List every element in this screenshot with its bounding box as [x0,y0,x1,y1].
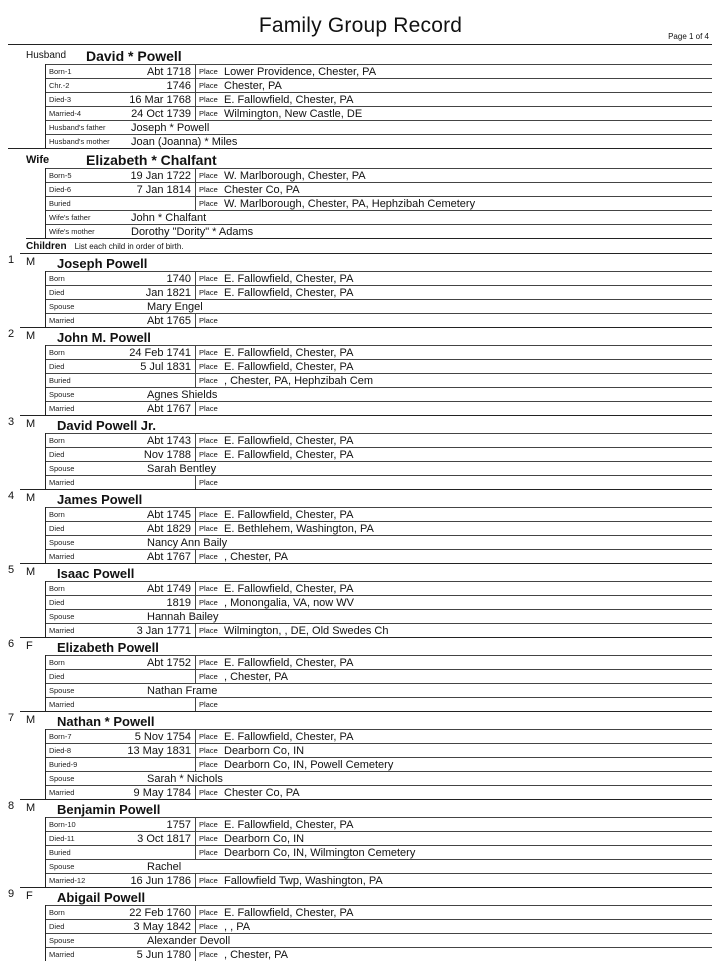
event-place: E. Fallowfield, Chester, PA [224,730,354,743]
place-label: Place [195,169,221,182]
spouse-name: Nancy Ann Baily [147,536,228,549]
event-label: Died-6 [49,185,72,194]
wife-event-row [46,182,712,196]
child-event-row [46,271,712,285]
event-label: Died [49,362,65,371]
event-date: Abt 1743 [146,434,191,447]
spouse-name: Mary Engel [147,300,203,313]
husband-name: David * Powell [86,48,182,64]
child-number: 7 [8,712,15,724]
child-event-row [46,373,712,387]
place-label: Place [195,476,221,489]
child-event-row [46,521,712,535]
event-place: E. Fallowfield, Chester, PA [224,286,354,299]
place-label: Place [195,596,221,609]
event-label: Married [49,478,75,487]
child-rows [45,345,712,415]
place-label: Place [195,846,221,859]
child-event-row [46,475,712,489]
child-name: Isaac Powell [57,566,135,581]
event-label: Married [49,316,75,325]
place-label: Place [195,818,221,831]
place-label: Place [195,93,221,106]
event-place: Chester Co, PA [224,183,300,196]
child-record [8,563,712,637]
child-number: 9 [8,888,15,900]
event-date: 3 Jan 1771 [136,624,191,637]
child-header [20,415,712,433]
place-label: Place [195,434,221,447]
place-label: Place [195,508,221,521]
husband-event-row [46,106,712,120]
child-sex: M [26,566,36,578]
place-label: Place [195,624,221,637]
child-name: Abigail Powell [57,890,146,905]
event-label: Born-7 [49,732,72,741]
child-spouse-row [46,683,712,697]
family-group-sheet [8,44,712,961]
child-rows [45,655,712,711]
wife-role-label: Wife [26,154,50,166]
event-date: Abt 1718 [146,65,191,78]
event-label: Born [49,348,65,357]
event-date: 24 Feb 1741 [129,346,191,359]
event-place: Dearborn Co, IN [224,744,305,757]
event-date: 1740 [166,272,191,285]
spouse-name: Nathan Frame [147,684,218,697]
event-place: , Chester, PA [224,670,288,683]
event-label: Spouse [49,862,75,871]
place-label: Place [195,758,221,771]
event-date: 5 Nov 1754 [134,730,191,743]
event-label: Spouse [49,464,75,473]
place-label: Place [195,107,221,120]
child-record [8,489,712,563]
child-record [8,415,712,489]
place-label: Place [195,65,221,78]
child-spouse-row [46,387,712,401]
event-label: Married [49,626,75,635]
child-name: Elizabeth Powell [57,640,159,655]
place-label: Place [195,906,221,919]
event-place: , Chester, PA [224,550,288,563]
event-label: Buried-9 [49,760,78,769]
event-place: Dearborn Co, IN, Powell Cemetery [224,758,394,771]
event-date: 3 Oct 1817 [137,832,191,845]
event-place: Wilmington, , DE, Old Swedes Ch [224,624,389,637]
event-label: Married [49,788,75,797]
event-label: Spouse [49,390,75,399]
event-label: Died-8 [49,746,72,755]
mother-name: Joan (Joanna) * Miles [131,135,238,148]
children-header [26,238,712,253]
place-label: Place [195,582,221,595]
child-event-row [46,947,712,961]
child-event-row [46,655,712,669]
child-rows [45,433,712,489]
event-place: E. Fallowfield, Chester, PA [224,508,354,521]
child-rows [45,271,712,327]
event-date: Abt 1829 [146,522,191,535]
child-header [20,799,712,817]
place-label: Place [195,360,221,373]
place-label: Place [195,346,221,359]
child-number: 2 [8,328,15,340]
child-event-row [46,873,712,887]
child-header [20,711,712,729]
child-event-row [46,549,712,563]
child-sex: M [26,492,36,504]
event-label: Spouse [49,686,75,695]
husband-event-row [46,92,712,106]
event-label: Died [49,524,65,533]
event-place: Chester, PA [224,79,282,92]
child-number: 4 [8,490,15,502]
event-place: E. Fallowfield, Chester, PA [224,434,354,447]
event-label: Spouse [49,774,75,783]
child-event-row [46,817,712,831]
child-event-row [46,623,712,637]
child-record [8,253,712,327]
place-label: Place [195,698,221,711]
child-number: 6 [8,638,15,650]
event-label: Spouse [49,302,75,311]
place-label: Place [195,744,221,757]
event-label: Born-1 [49,67,72,76]
husband-role-label: Husband [26,50,67,61]
place-label: Place [195,197,221,210]
event-place: Lower Providence, Chester, PA [224,65,377,78]
event-label: Born [49,908,65,917]
place-label: Place [195,314,221,327]
event-date: Abt 1767 [146,550,191,563]
event-date: Abt 1749 [146,582,191,595]
child-sex: M [26,256,36,268]
child-sex: M [26,802,36,814]
father-name: Joseph * Powell [131,121,210,134]
child-number: 5 [8,564,15,576]
child-sex: M [26,714,36,726]
child-event-row [46,507,712,521]
place-label: Place [195,832,221,845]
child-event-row [46,669,712,683]
father-label: Wife's father [49,213,91,222]
event-place: Chester Co, PA [224,786,300,799]
event-place: W. Marlborough, Chester, PA [224,169,366,182]
event-date: Nov 1788 [143,448,191,461]
child-rows [45,729,712,799]
event-label: Died [49,450,65,459]
place-label: Place [195,183,221,196]
event-label: Died [49,922,65,931]
event-place: W. Marlborough, Chester, PA, Hephzibah Cemetery [224,197,476,210]
event-place: E. Fallowfield, Chester, PA [224,448,354,461]
event-label: Died-11 [49,834,75,843]
place-label: Place [195,670,221,683]
child-name: James Powell [57,492,143,507]
husband-event-row [46,64,712,78]
event-label: Spouse [49,538,75,547]
wife-name: Elizabeth * Chalfant [86,152,217,168]
event-place: Dearborn Co, IN, Wilmington Cemetery [224,846,416,859]
event-date: 3 May 1842 [133,920,191,933]
children-list [8,253,712,961]
event-date: 1757 [166,818,191,831]
child-rows [45,817,712,887]
child-event-row [46,757,712,771]
child-name: David Powell Jr. [57,418,156,433]
event-date: 5 Jul 1831 [140,360,191,373]
wife-section [8,148,712,238]
event-date: 16 Mar 1768 [129,93,191,106]
event-date: 19 Jan 1722 [130,169,191,182]
child-spouse-row [46,933,712,947]
event-place: , Chester, PA [224,948,288,961]
event-date: 16 Jun 1786 [130,874,191,887]
event-label: Died [49,672,65,681]
child-number: 8 [8,800,15,812]
event-label: Died [49,598,65,607]
event-label: Buried [49,376,71,385]
place-label: Place [195,730,221,743]
child-event-row [46,845,712,859]
child-event-row [46,831,712,845]
event-place: E. Fallowfield, Chester, PA [224,272,354,285]
event-place: E. Fallowfield, Chester, PA [224,360,354,373]
child-sex: F [26,890,33,902]
place-label: Place [195,550,221,563]
event-label: Spouse [49,936,75,945]
spouse-name: Hannah Bailey [147,610,219,623]
spouse-name: Sarah * Nichols [147,772,223,785]
father-name: John * Chalfant [131,211,207,224]
child-sex: F [26,640,33,652]
child-name: John M. Powell [57,330,151,345]
child-header [20,563,712,581]
child-event-row [46,581,712,595]
child-rows [45,581,712,637]
mother-label: Wife's mother [49,227,95,236]
event-date: 5 Jun 1780 [136,948,191,961]
page-number: Page 1 of 4 [668,32,709,41]
child-name: Nathan * Powell [57,714,155,729]
spouse-name: Alexander Devoll [147,934,231,947]
child-spouse-row [46,535,712,549]
child-header [20,887,712,905]
husband-event-row [46,78,712,92]
child-spouse-row [46,461,712,475]
child-event-row [46,447,712,461]
event-label: Born-10 [49,820,76,829]
husband-father-row [46,120,712,134]
event-place: Wilmington, New Castle, DE [224,107,363,120]
event-place: E. Bethlehem, Washington, PA [224,522,374,535]
child-record [8,637,712,711]
child-event-row [46,345,712,359]
event-label: Married [49,552,75,561]
child-sex: M [26,330,36,342]
event-label: Born [49,510,65,519]
event-place: E. Fallowfield, Chester, PA [224,582,354,595]
place-label: Place [195,920,221,933]
event-label: Born-5 [49,171,72,180]
child-header [20,253,712,271]
event-date: Abt 1745 [146,508,191,521]
child-event-row [46,785,712,799]
event-label: Married [49,404,75,413]
event-place: Dearborn Co, IN [224,832,305,845]
father-label: Husband's father [49,123,106,132]
event-label: Married [49,950,75,959]
mother-label: Husband's mother [49,137,110,146]
event-place: , , PA [224,920,251,933]
child-event-row [46,905,712,919]
event-label: Died [49,288,65,297]
event-label: Born [49,584,65,593]
child-event-row [46,433,712,447]
event-label: Died-3 [49,95,72,104]
event-date: Abt 1767 [146,402,191,415]
children-title: Children [26,240,67,252]
wife-event-row [46,196,712,210]
child-spouse-row [46,859,712,873]
event-label: Born [49,274,65,283]
child-header [20,327,712,345]
husband-mother-row [46,134,712,148]
wife-father-row [46,210,712,224]
place-label: Place [195,402,221,415]
place-label: Place [195,656,221,669]
child-event-row [46,359,712,373]
child-number: 3 [8,416,15,428]
child-number: 1 [8,254,15,266]
child-event-row [46,313,712,327]
event-label: Married-12 [49,876,86,885]
mother-name: Dorothy "Dority" * Adams [131,225,254,238]
children-note: List each child in order of birth. [74,241,184,251]
event-place: E. Fallowfield, Chester, PA [224,906,354,919]
event-label: Spouse [49,612,75,621]
event-date: 13 May 1831 [127,744,191,757]
event-label: Buried [49,199,71,208]
place-label: Place [195,874,221,887]
event-label: Born [49,436,65,445]
event-place: E. Fallowfield, Chester, PA [224,346,354,359]
child-record [8,327,712,415]
child-spouse-row [46,299,712,313]
child-spouse-row [46,609,712,623]
spouse-name: Rachel [147,860,182,873]
event-place: , Chester, PA, Hephzibah Cem [224,374,373,387]
husband-section [8,44,712,148]
place-label: Place [195,374,221,387]
event-date: 1819 [166,596,191,609]
child-record [8,887,712,961]
event-label: Chr.-2 [49,81,70,90]
child-name: Joseph Powell [57,256,148,271]
wife-mother-row [46,224,712,238]
child-rows [45,905,712,961]
event-place: , Monongalia, VA, now WV [224,596,355,609]
place-label: Place [195,79,221,92]
wife-event-row [46,168,712,182]
place-label: Place [195,272,221,285]
child-event-row [46,697,712,711]
child-sex: M [26,418,36,430]
child-event-row [46,729,712,743]
child-rows [45,507,712,563]
page-title: Family Group Record [258,14,463,37]
event-label: Married [49,700,75,709]
child-spouse-row [46,771,712,785]
child-header [20,637,712,655]
event-place: E. Fallowfield, Chester, PA [224,818,354,831]
event-date: 22 Feb 1760 [129,906,191,919]
event-date: 9 May 1784 [133,786,191,799]
child-record [8,799,712,887]
event-place: E. Fallowfield, Chester, PA [224,656,354,669]
event-date: Abt 1752 [146,656,191,669]
event-date: 1746 [166,79,191,92]
event-label: Born [49,658,65,667]
event-date: Abt 1765 [146,314,191,327]
spouse-name: Sarah Bentley [147,462,217,475]
child-event-row [46,743,712,757]
event-place: Fallowfield Twp, Washington, PA [224,874,383,887]
place-label: Place [195,948,221,961]
event-place: E. Fallowfield, Chester, PA [224,93,354,106]
spouse-name: Agnes Shields [147,388,218,401]
child-event-row [46,919,712,933]
event-label: Married-4 [49,109,82,118]
place-label: Place [195,786,221,799]
child-header [20,489,712,507]
event-date: 24 Oct 1739 [131,107,191,120]
event-label: Buried [49,848,71,857]
event-date: Jan 1821 [145,286,191,299]
child-event-row [46,401,712,415]
child-event-row [46,285,712,299]
child-name: Benjamin Powell [57,802,161,817]
event-date: 7 Jan 1814 [136,183,191,196]
place-label: Place [195,286,221,299]
place-label: Place [195,522,221,535]
child-event-row [46,595,712,609]
child-record [8,711,712,799]
place-label: Place [195,448,221,461]
